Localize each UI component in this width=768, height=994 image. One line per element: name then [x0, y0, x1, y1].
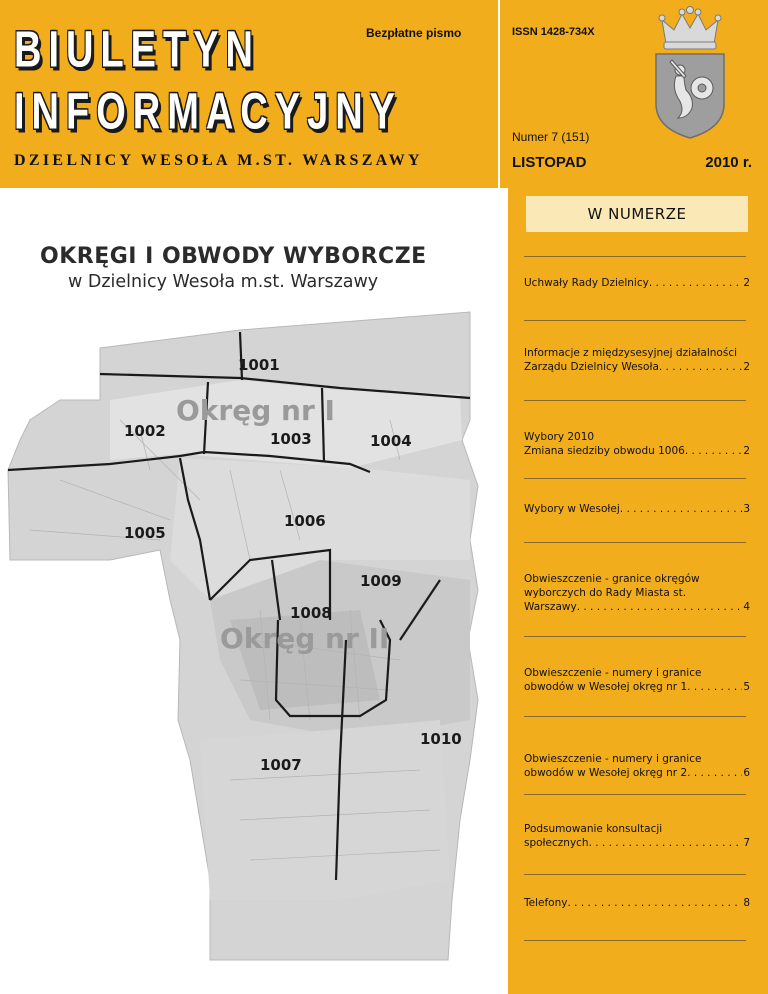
map-subtitle: w Dzielnicy Wesoła m.st. Warszawy — [68, 272, 379, 292]
toc-item-line: wyborczych do Rady Miasta st. — [524, 587, 687, 599]
free-paper-label: Bezpłatne pismo — [366, 26, 462, 40]
toc-divider — [524, 794, 746, 795]
toc-page-number: 6 — [743, 767, 750, 779]
title-line-1: BIULETYN — [14, 22, 260, 79]
toc-page-number: 8 — [743, 897, 750, 909]
toc-item[interactable] — [524, 276, 750, 290]
toc-item-line: Podsumowanie konsultacji — [524, 823, 663, 835]
toc-item-title: Wybory w Wesołej — [524, 503, 620, 515]
toc-page-number: 2 — [743, 361, 750, 373]
toc-item-title: społecznych — [524, 837, 589, 849]
toc-divider — [524, 256, 746, 257]
issue-number: Numer 7 (151) — [512, 130, 590, 144]
toc-leader-dots — [659, 360, 742, 374]
toc-item-line: Obwieszczenie - numery i granice — [524, 667, 702, 679]
toc-item-line: Wybory 2010 — [524, 431, 595, 443]
toc-item[interactable] — [524, 666, 750, 694]
toc-leader-dots — [620, 502, 743, 516]
toc-page-number: 3 — [743, 503, 750, 515]
district-1005-label: 1005 — [124, 524, 166, 542]
toc-item-title: Zmiana siedziby obwodu 1006 — [524, 445, 685, 457]
table-of-contents — [508, 188, 768, 994]
toc-page-number: 2 — [743, 445, 750, 457]
district-1007-label: 1007 — [260, 756, 302, 774]
district-1003-label: 1003 — [270, 430, 312, 448]
toc-item[interactable] — [524, 502, 750, 516]
district-1008-label: 1008 — [290, 604, 332, 622]
toc-item-line: Informacje z międzysesyjnej działalności — [524, 347, 738, 359]
district-1004-label: 1004 — [370, 432, 412, 450]
toc-page-number: 2 — [743, 277, 750, 289]
district-1002-label: 1002 — [124, 422, 166, 440]
issue-year: 2010 r. — [705, 154, 752, 171]
district-map — [0, 300, 500, 994]
district-1009-label: 1009 — [360, 572, 402, 590]
toc-heading: W NUMERZE — [526, 196, 748, 232]
toc-item[interactable] — [524, 430, 750, 458]
toc-leader-dots — [577, 600, 743, 614]
toc-divider — [524, 400, 746, 401]
toc-item[interactable] — [524, 896, 750, 910]
masthead-subtitle: DZIELNICY WESOŁA M.ST. WARSZAWY — [14, 152, 423, 169]
toc-item[interactable] — [524, 752, 750, 780]
toc-leader-dots — [649, 276, 742, 290]
toc-leader-dots — [687, 766, 742, 780]
toc-item[interactable] — [524, 346, 750, 374]
toc-item-title: Telefony — [524, 897, 568, 909]
toc-item[interactable] — [524, 572, 750, 614]
toc-item-title: obwodów w Wesołej okręg nr 1 — [524, 681, 688, 693]
toc-leader-dots — [589, 836, 743, 850]
toc-leader-dots — [567, 896, 742, 910]
map-title: OKRĘGI I OBWODY WYBORCZE — [40, 244, 427, 269]
toc-item-title: Uchwały Rady Dzielnicy — [524, 277, 649, 289]
toc-item-title: Zarządu Dzielnicy Wesoła — [524, 361, 659, 373]
toc-item[interactable] — [524, 822, 750, 850]
toc-divider — [524, 940, 746, 941]
issn-label: ISSN 1428-734X — [512, 26, 595, 38]
warsaw-coat-of-arms-icon — [648, 6, 732, 140]
toc-item-line: Obwieszczenie - numery i granice — [524, 753, 702, 765]
toc-divider — [524, 478, 746, 479]
toc-divider — [524, 716, 746, 717]
district-1001-label: 1001 — [238, 356, 280, 374]
district-1006-label: 1006 — [284, 512, 326, 530]
title-line-2: INFORMACYJNY — [14, 84, 403, 141]
toc-page-number: 5 — [743, 681, 750, 693]
okreg-1-label: Okręg nr I — [176, 394, 335, 427]
toc-item-line: Obwieszczenie - granice okręgów — [524, 573, 700, 585]
issue-month: LISTOPAD — [512, 154, 587, 171]
toc-leader-dots — [687, 680, 742, 694]
toc-divider — [524, 636, 746, 637]
toc-item-title: Warszawy — [524, 601, 577, 613]
toc-divider — [524, 320, 746, 321]
toc-item-title: obwodów w Wesołej okręg nr 2 — [524, 767, 688, 779]
toc-page-number: 4 — [743, 601, 750, 613]
toc-page-number: 7 — [743, 837, 750, 849]
district-1010-label: 1010 — [420, 730, 462, 748]
toc-leader-dots — [685, 444, 742, 458]
masthead — [0, 0, 498, 188]
toc-divider — [524, 874, 746, 875]
okreg-2-label: Okręg nr II — [220, 622, 390, 655]
issue-info-panel — [500, 0, 768, 188]
toc-divider — [524, 542, 746, 543]
